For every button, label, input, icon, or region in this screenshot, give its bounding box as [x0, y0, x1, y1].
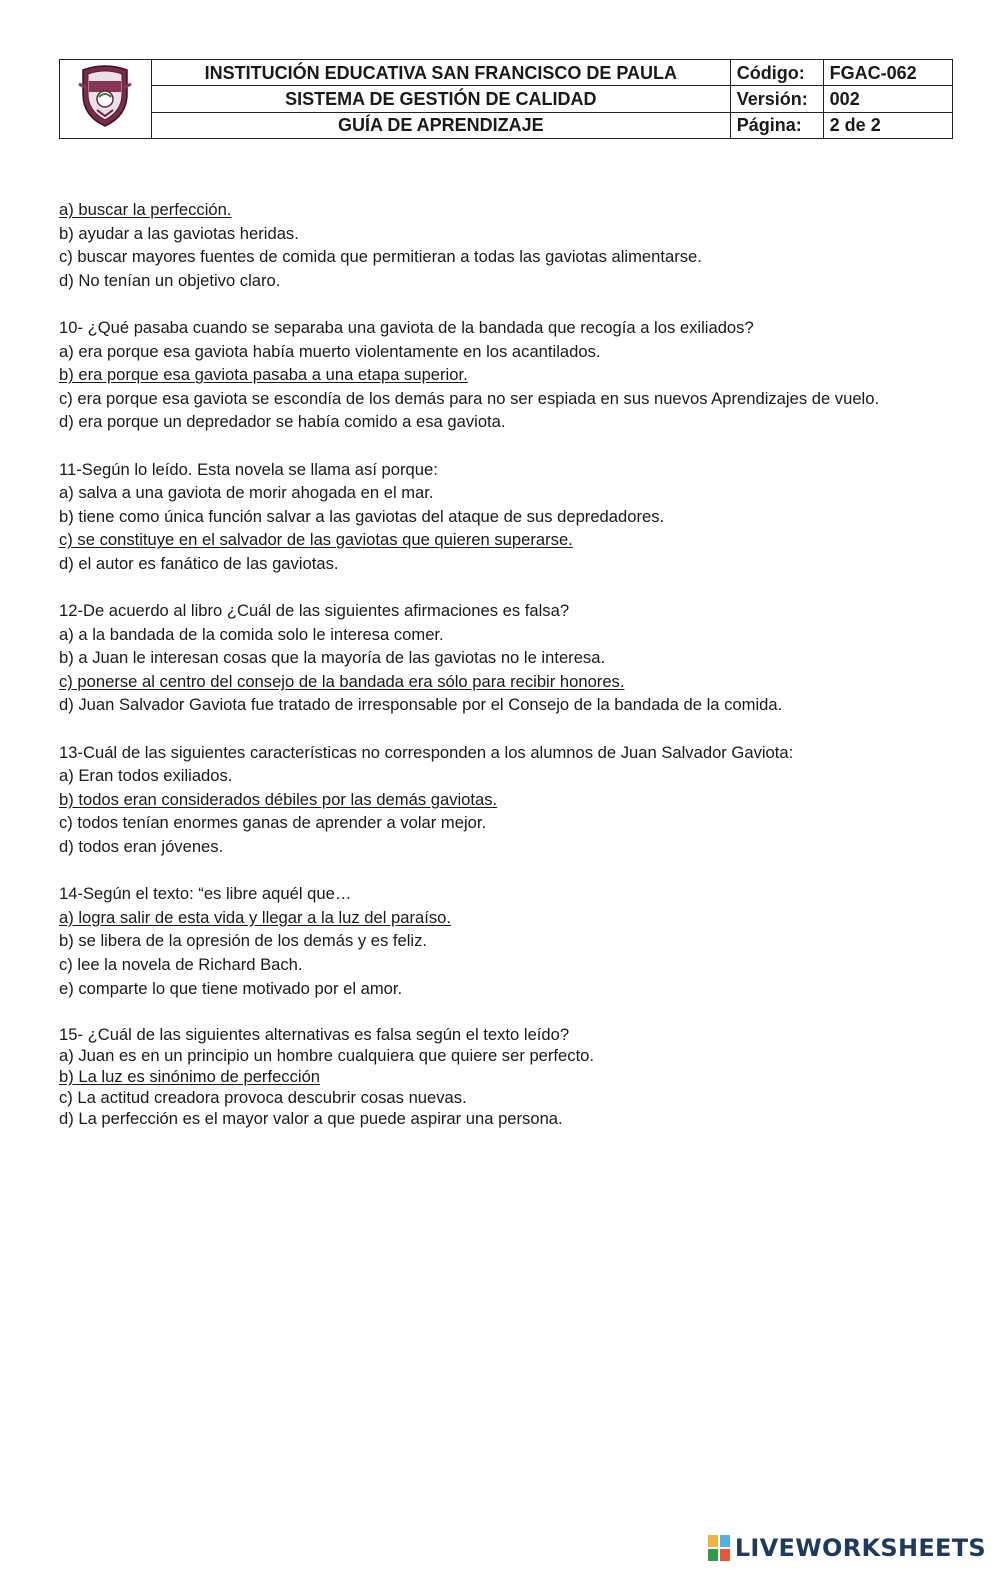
answer-option-selected: a) buscar la perfección.	[59, 200, 232, 219]
answer-option	[59, 340, 919, 364]
answer-option	[59, 953, 919, 977]
answer-option	[59, 646, 919, 670]
liveworksheets-logo-icon	[708, 1535, 730, 1561]
answer-option-text: c) La actitud creadora provoca descubrir cosas nuevas.	[59, 1087, 467, 1107]
institution-name: INSTITUCIÓN EDUCATIVA SAN FRANCISCO DE PAULA	[151, 60, 730, 86]
answer-option	[59, 977, 919, 1001]
question-stem: 13-Cuál de las siguientes características no corresponden a los alumnos de Juan Salvador Gaviota:	[59, 742, 794, 762]
crest-shield-icon	[75, 64, 135, 128]
answer-option-text: d) era porque un depredador se había comido a esa gaviota.	[59, 412, 506, 432]
answer-option-text: d) La perfección es el mayor valor a que puede aspirar una persona.	[59, 1108, 563, 1128]
answer-option	[59, 505, 919, 529]
question-stem: 10- ¿Qué pasaba cuando se separaba una gaviota de la bandada que recogía a los exiliados?	[59, 317, 754, 337]
answer-option-text: a) Eran todos exiliados.	[59, 766, 233, 786]
answer-option-text: a) a la bandada de la comida solo le interesa comer.	[59, 624, 444, 644]
question-stem: 11-Según lo leído. Esta novela se llama así porque:	[59, 459, 438, 479]
answer-option	[59, 906, 919, 930]
answer-option-selected: b) La luz es sinónimo de perfección	[59, 1066, 321, 1086]
answer-option	[59, 1045, 919, 1066]
answer-option-text: c) buscar mayores fuentes de comida que permitieran a todas las gaviotas alimentarse.	[59, 247, 702, 267]
question-block	[59, 458, 919, 576]
answer-option-text: c) lee la novela de Richard Bach.	[59, 955, 303, 974]
question-block	[59, 1024, 919, 1129]
answer-option-text: a) Juan es en un principio un hombre cualquiera que quiere ser perfecto.	[59, 1045, 595, 1065]
answer-option-selected: b) era porque esa gaviota pasaba a una etapa superior.	[59, 365, 468, 385]
answer-option	[59, 245, 919, 269]
answer-option	[59, 670, 919, 694]
answer-option	[59, 929, 919, 953]
answer-option-selected: a) logra salir de esta vida y llegar a la luz del paraíso.	[59, 907, 452, 927]
question-stem: 14-Según el texto: “es libre aquél que…	[59, 884, 352, 904]
version-value: 002	[823, 86, 952, 112]
school-crest-icon	[60, 60, 152, 139]
questions-list	[59, 198, 919, 1152]
answer-option-text: a) salva a una gaviota de morir ahogada en el mar.	[59, 483, 434, 503]
answer-option	[59, 788, 919, 812]
answer-option-text: d) Juan Salvador Gaviota fue tratado de irresponsable por el Consejo de la bandada de la comida.	[59, 695, 783, 715]
answer-option-text: b) tiene como única función salvar a las gaviotas del ataque de sus depredadores.	[59, 506, 665, 526]
question-block	[59, 741, 919, 859]
answer-option-text: c) todos tenían enormes ganas de aprender a volar mejor.	[59, 813, 487, 833]
answer-option	[59, 835, 919, 859]
question-block	[59, 316, 919, 434]
answer-option-text: d) No tenían un objetivo claro.	[59, 270, 281, 290]
answer-option-text: b) se libera de la opresión de los demás y es feliz.	[59, 931, 428, 951]
document-header	[59, 59, 953, 139]
answer-option-text: d) el autor es fanático de las gaviotas.	[59, 553, 339, 573]
question-block	[59, 882, 919, 1000]
answer-option-text: c) era porque esa gaviota se escondía de los demás para no ser espiada en sus nuevos Aprendizajes de vuelo.	[59, 388, 880, 408]
answer-option	[59, 410, 919, 434]
answer-option-text: b) ayudar a las gaviotas heridas.	[59, 223, 299, 243]
answer-option-selected: c) ponerse al centro del consejo de la bandada era sólo para recibir honores.	[59, 671, 625, 691]
answer-option	[59, 552, 919, 576]
answer-option	[59, 764, 919, 788]
question-block	[59, 198, 919, 292]
quality-system-title: SISTEMA DE GESTIÓN DE CALIDAD	[151, 86, 730, 112]
answer-option	[59, 528, 919, 552]
answer-option	[59, 1087, 919, 1108]
code-label: Código:	[730, 60, 823, 86]
answer-option	[59, 811, 919, 835]
question-block	[59, 599, 919, 717]
answer-option	[59, 198, 919, 222]
answer-option-text: a) era porque esa gaviota había muerto violentamente en los acantilados.	[59, 341, 601, 361]
answer-option-selected: c) se constituye en el salvador de las gaviotas que quieren superarse.	[59, 530, 573, 550]
answer-option	[59, 481, 919, 505]
code-value: FGAC-062	[823, 60, 952, 86]
liveworksheets-brand: LIVEWORKSHEETS	[734, 1534, 986, 1562]
page-value: 2 de 2	[823, 112, 952, 138]
answer-option	[59, 387, 919, 411]
answer-option	[59, 693, 919, 717]
answer-option-text: b) a Juan le interesan cosas que la mayoría de las gaviotas no le interesa.	[59, 648, 606, 668]
question-stem: 15- ¿Cuál de las siguientes alternativas es falsa según el texto leído?	[59, 1024, 570, 1044]
footer-brand	[708, 1534, 986, 1562]
answer-option	[59, 1066, 919, 1087]
version-label: Versión:	[730, 86, 823, 112]
answer-option	[59, 623, 919, 647]
guide-title: GUÍA DE APRENDIZAJE	[151, 112, 730, 138]
answer-option-selected: b) todos eran considerados débiles por las demás gaviotas.	[59, 789, 498, 809]
answer-option	[59, 269, 919, 293]
answer-option	[59, 363, 919, 387]
question-stem: 12-De acuerdo al libro ¿Cuál de las siguientes afirmaciones es falsa?	[59, 601, 570, 621]
answer-option	[59, 1108, 919, 1129]
answer-option-text: d) todos eran jóvenes.	[59, 837, 224, 857]
page-label: Página:	[730, 112, 823, 138]
answer-option	[59, 222, 919, 246]
answer-option-text: e) comparte lo que tiene motivado por el amor.	[59, 978, 403, 998]
